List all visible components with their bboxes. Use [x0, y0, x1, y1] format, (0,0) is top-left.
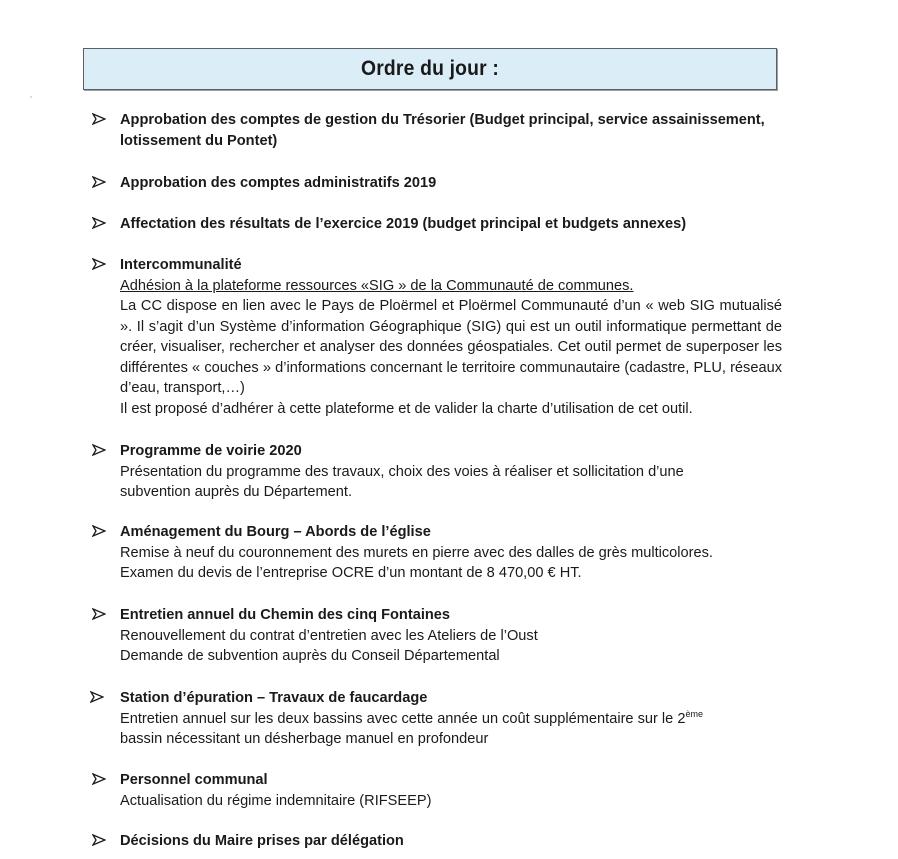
agenda-item-title: Station d’épuration – Travaux de faucardage	[120, 690, 428, 706]
agenda-item-title: Décisions du Maire prises par délégation	[120, 833, 404, 849]
agenda-item	[92, 110, 782, 151]
agenda-item	[90, 688, 780, 750]
arrowhead-bullet-icon	[92, 773, 106, 785]
ordinal-superscript: ème	[685, 708, 703, 719]
agenda-item-line: Renouvellement du contrat d’entretien avec les Ateliers de l’Oust	[120, 627, 538, 644]
arrowhead-bullet-icon	[92, 176, 106, 188]
agenda-item-line: Demande de subvention auprès du Conseil Départemental	[120, 648, 500, 664]
agenda-item	[92, 255, 782, 419]
agenda-item	[92, 605, 782, 667]
agenda-item-line: Remise à neuf du couronnement des murets en pierre avec des dalles de grès multicolores.	[120, 544, 713, 561]
agenda-item-title: Approbation des comptes administratifs 2019	[120, 175, 437, 191]
agenda-title-box	[83, 48, 777, 90]
agenda-item-line: Actualisation du régime indemnitaire (RIFSEEP)	[120, 792, 432, 809]
arrowhead-bullet-icon	[92, 444, 106, 456]
agenda-item-paragraph: Il est proposé d’adhérer à cette plateforme et de valider la charte d’utilisation de cet outil.	[120, 400, 693, 417]
arrowhead-bullet-icon	[92, 113, 106, 125]
agenda-item-title: Intercommunalité	[120, 257, 242, 273]
agenda-item-title-continued: lotissement du Pontet)	[120, 132, 278, 149]
agenda-item-subtitle: Adhésion à la plateforme ressources «SIG » de la Communauté de communes.	[120, 277, 634, 294]
arrowhead-bullet-icon	[92, 258, 106, 270]
agenda-item	[92, 441, 782, 503]
arrowhead-bullet-icon	[92, 217, 106, 229]
agenda-item-title: Approbation des comptes de gestion du Trésorier (Budget principal, service assainissement,	[120, 112, 765, 128]
agenda-item-line	[120, 709, 780, 730]
agenda-item	[92, 831, 782, 852]
arrowhead-bullet-icon	[92, 608, 106, 620]
agenda-item-paragraph: La CC dispose en lien avec le Pays de Ploërmel et Ploërmel Communauté d’un « web SIG mutualisé ». Il s’agit d’un Système d’information Géographique (SIG) qui est un outil informatique permettant de créer, visualiser, rechercher et analyser des données géospatiales. Cet outil permet de superposer les différentes « couches » d’informations concernant le territoire communautaire (cadastre, PLU, réseaux d’eau, transport,…)	[120, 298, 782, 396]
arrowhead-bullet-icon	[92, 834, 106, 846]
agenda-item	[92, 214, 782, 235]
agenda-item	[92, 173, 782, 194]
agenda-item	[92, 522, 782, 584]
agenda-item-title: Affectation des résultats de l’exercice 2019 (budget principal et budgets annexes)	[120, 216, 687, 232]
agenda-item-line-text: Entretien annuel sur les deux bassins avec cette année un coût supplémentaire sur le 2	[120, 710, 686, 727]
agenda-item-line: Présentation du programme des travaux, choix des voies à réaliser et sollicitation d’une	[120, 463, 684, 480]
agenda-item-title: Personnel communal	[120, 772, 268, 788]
agenda-item-line: Examen du devis de l’entreprise OCRE d’un montant de 8 470,00 € HT.	[120, 565, 582, 581]
agenda-item-line: bassin nécessitant un désherbage manuel en profondeur	[120, 731, 489, 747]
agenda-item-line: subvention auprès du Département.	[120, 484, 353, 500]
arrowhead-bullet-icon	[92, 525, 106, 537]
arrowhead-bullet-icon	[90, 691, 104, 703]
agenda-item-title: Entretien annuel du Chemin des cinq Fontaines	[120, 607, 451, 623]
page-title: Ordre du jour :	[361, 57, 499, 80]
agenda-item-title: Programme de voirie 2020	[120, 443, 302, 459]
agenda-item	[92, 770, 782, 811]
agenda-item-title: Aménagement du Bourg – Abords de l’église	[120, 524, 431, 540]
scan-speck	[30, 96, 32, 98]
